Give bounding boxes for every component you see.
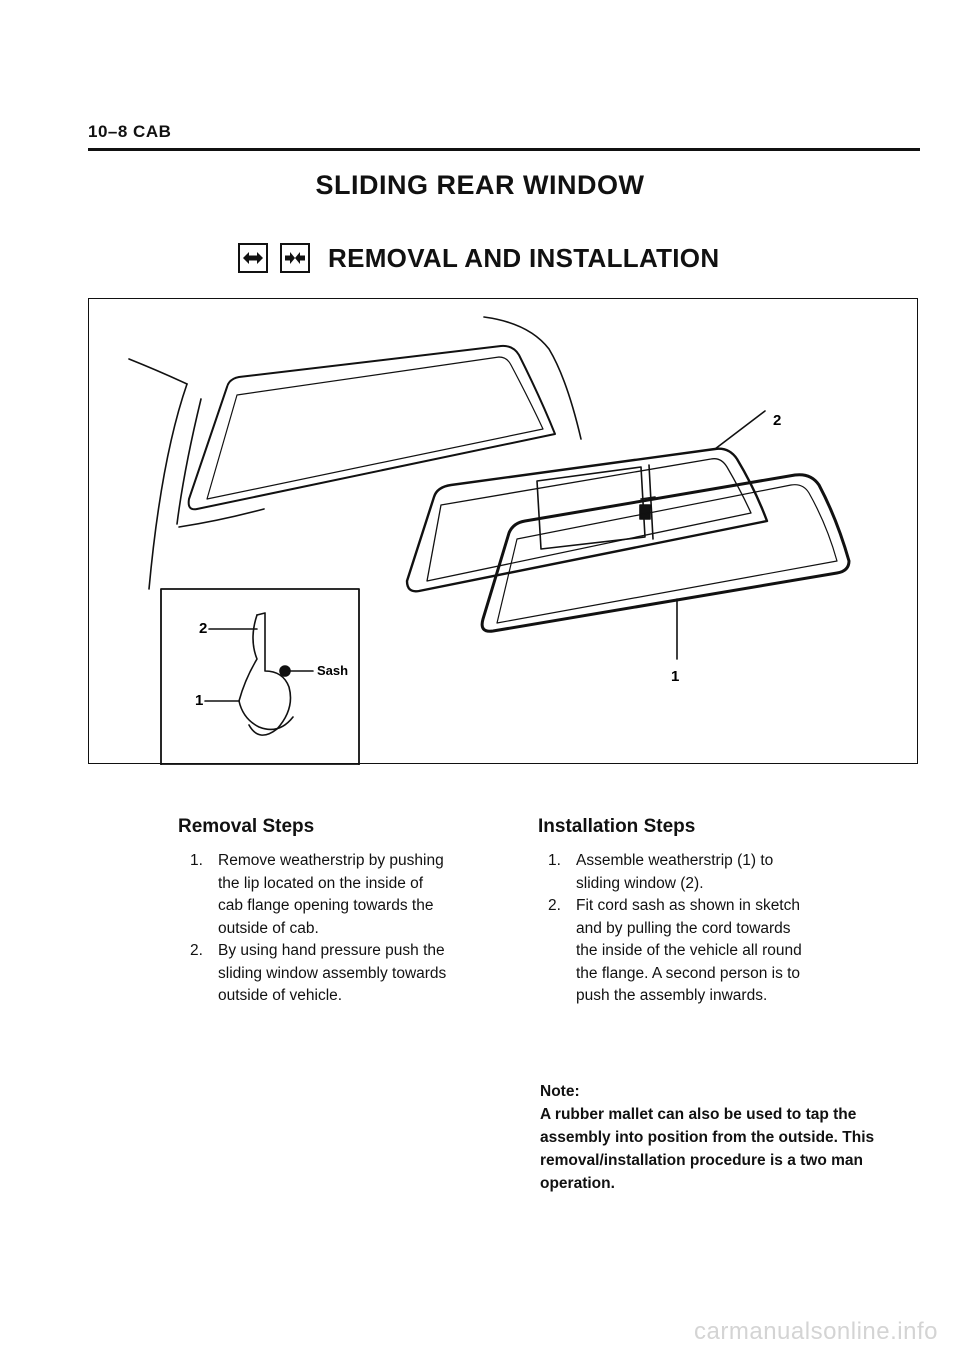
cab-window-opening <box>189 346 555 509</box>
section-subtitle: REMOVAL AND INSTALLATION <box>328 242 720 273</box>
callout-weatherstrip-1: 1 <box>671 668 680 685</box>
step-line: outside of cab. <box>218 919 319 937</box>
subtitle-row <box>238 238 719 278</box>
step-number: 2. <box>548 897 561 914</box>
removal-symbol-icon <box>238 243 268 273</box>
step-line: By using hand pressure push the <box>218 942 445 959</box>
window-diagram <box>89 299 919 765</box>
cab-lower-line <box>179 509 264 527</box>
step-line: and by pulling the cord towards <box>576 919 791 937</box>
removal-steps-list <box>190 850 490 1008</box>
cab-roof-line <box>129 359 187 384</box>
header-rule <box>88 148 920 151</box>
step-line: push the assembly inwards. <box>576 987 768 1004</box>
removal-step <box>190 940 490 1008</box>
inset-callout-2: 2 <box>199 620 208 637</box>
step-line: sliding window assembly towards <box>218 964 447 982</box>
installation-steps-list <box>548 850 848 1008</box>
step-number: 1. <box>548 852 561 869</box>
center-post <box>649 465 653 539</box>
cab-pillar <box>149 384 187 589</box>
page-title: SLIDING REAR WINDOW <box>315 170 645 200</box>
cab-window-inner <box>207 357 543 499</box>
step-line: outside of vehicle. <box>218 987 343 1004</box>
window-frame-inner <box>427 459 751 581</box>
step-line: Fit cord sash as shown in sketch <box>576 897 800 914</box>
note-block <box>540 1080 910 1195</box>
installation-steps-heading: Installation Steps <box>538 816 696 837</box>
weatherstrip-outer <box>482 475 849 632</box>
site-watermark: carmanualsonline.info <box>694 1318 938 1345</box>
step-line: sliding window (2). <box>576 874 704 892</box>
leader-2 <box>715 411 765 449</box>
installation-symbol-icon <box>280 243 310 273</box>
step-line: the lip located on the inside of <box>218 874 424 892</box>
step-line: cab flange opening towards the <box>218 897 434 914</box>
step-line: Assemble weatherstrip (1) to <box>576 852 774 869</box>
window-frame-outer <box>407 449 767 592</box>
weatherstrip-profile <box>239 701 293 729</box>
removal-steps-heading: Removal Steps <box>178 816 315 837</box>
cab-roof-top <box>484 317 581 439</box>
step-number: 1. <box>190 852 203 869</box>
step-line: Remove weatherstrip by pushing <box>218 852 444 869</box>
step-line: the inside of the vehicle all round <box>576 942 802 959</box>
step-line: the flange. A second person is to <box>576 964 801 982</box>
installation-step <box>548 895 848 1008</box>
sash-label: Sash <box>317 663 349 678</box>
flange-profile <box>239 615 257 701</box>
note-line: operation. <box>540 1175 615 1192</box>
installation-step <box>548 850 848 895</box>
section-label: 10–8 CAB <box>88 122 172 141</box>
removal-step <box>190 850 490 940</box>
note-title: Note: <box>540 1083 580 1100</box>
inset-callout-1: 1 <box>195 692 204 709</box>
step-number: 2. <box>190 942 203 959</box>
callout-window-2: 2 <box>773 412 782 429</box>
note-line: removal/installation procedure is a two man <box>540 1152 864 1169</box>
sliding-window-figure <box>88 298 918 764</box>
note-line: A rubber mallet can also be used to tap the <box>540 1106 857 1123</box>
note-line: assembly into position from the outside. This <box>540 1129 875 1146</box>
window-latch <box>640 505 650 519</box>
